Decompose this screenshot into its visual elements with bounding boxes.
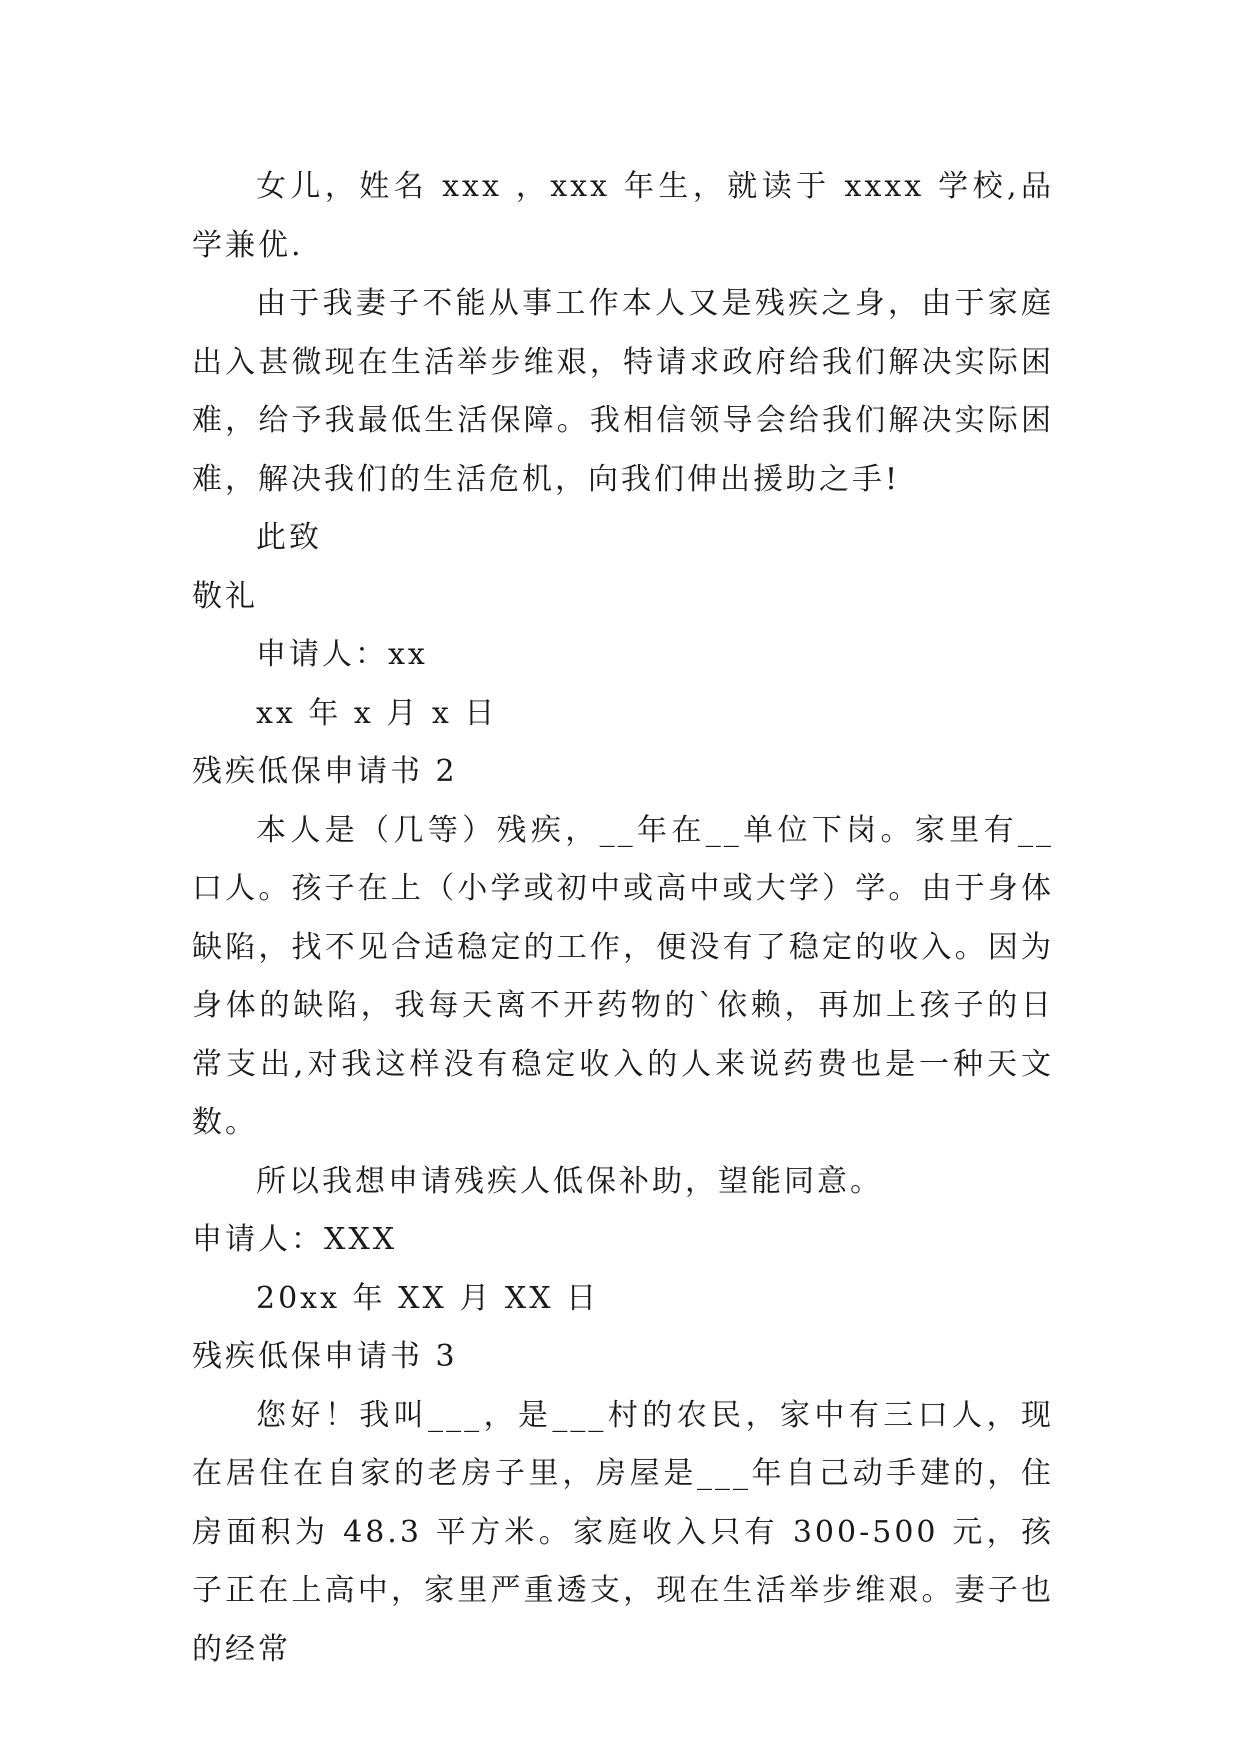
paragraph-hardship: 由于我妻子不能从事工作本人又是残疾之身，由于家庭出入甚微现在生活举步维艰，特请求政府给我们解决实际困难，给予我最低生活保障。我相信领导会给我们解决实际困难，解决我们的生活危机，向我们伸出援助之手! [192, 286, 1054, 497]
document-body [192, 158, 1054, 1679]
section-title-3: 残疾低保申请书 3 [192, 1339, 458, 1374]
paragraph-daughter-info: 女儿，姓名 xxx ，xxx 年生，就读于 xxxx 学校,品学兼优. [192, 169, 1054, 263]
paragraph-family-situation: 您好！我叫___，是___村的农民，家中有三口人，现在居住在自家的老房子里，房屋是___年自己动手建的，住房面积为 48.3 平方米。家庭收入只有 300-500 元，孩子正在上高中，家里严重透支，现在生活举步维艰。妻子也的经常 [192, 1397, 1054, 1667]
closing-jingli: 敬礼 [192, 578, 258, 614]
paragraph-disability-details: 本人是（几等）残疾，__年在__单位下岗。家里有__口人。孩子在上（小学或初中或高中或大学）学。由于身体缺陷，找不见合适稳定的工作，便没有了稳定的收入。因为身体的缺陷，我每天离不开药物的`依赖，再加上孩子的日常支出,对我这样没有稳定收入的人来说药费也是一种天文数。 [192, 812, 1054, 1140]
closing-cizhi: 此致 [256, 520, 322, 555]
signature-applicant-1: 申请人：xx [256, 637, 428, 672]
signature-date-2: 20xx 年 XX 月 XX 日 [256, 1280, 600, 1316]
section-title-2: 残疾低保申请书 2 [192, 754, 458, 789]
signature-date-1: xx 年 x 月 x 日 [256, 695, 498, 731]
paragraph-request: 所以我想申请残疾人低保补助，望能同意。 [256, 1163, 883, 1199]
signature-applicant-2: 申请人：XXX [192, 1222, 398, 1257]
